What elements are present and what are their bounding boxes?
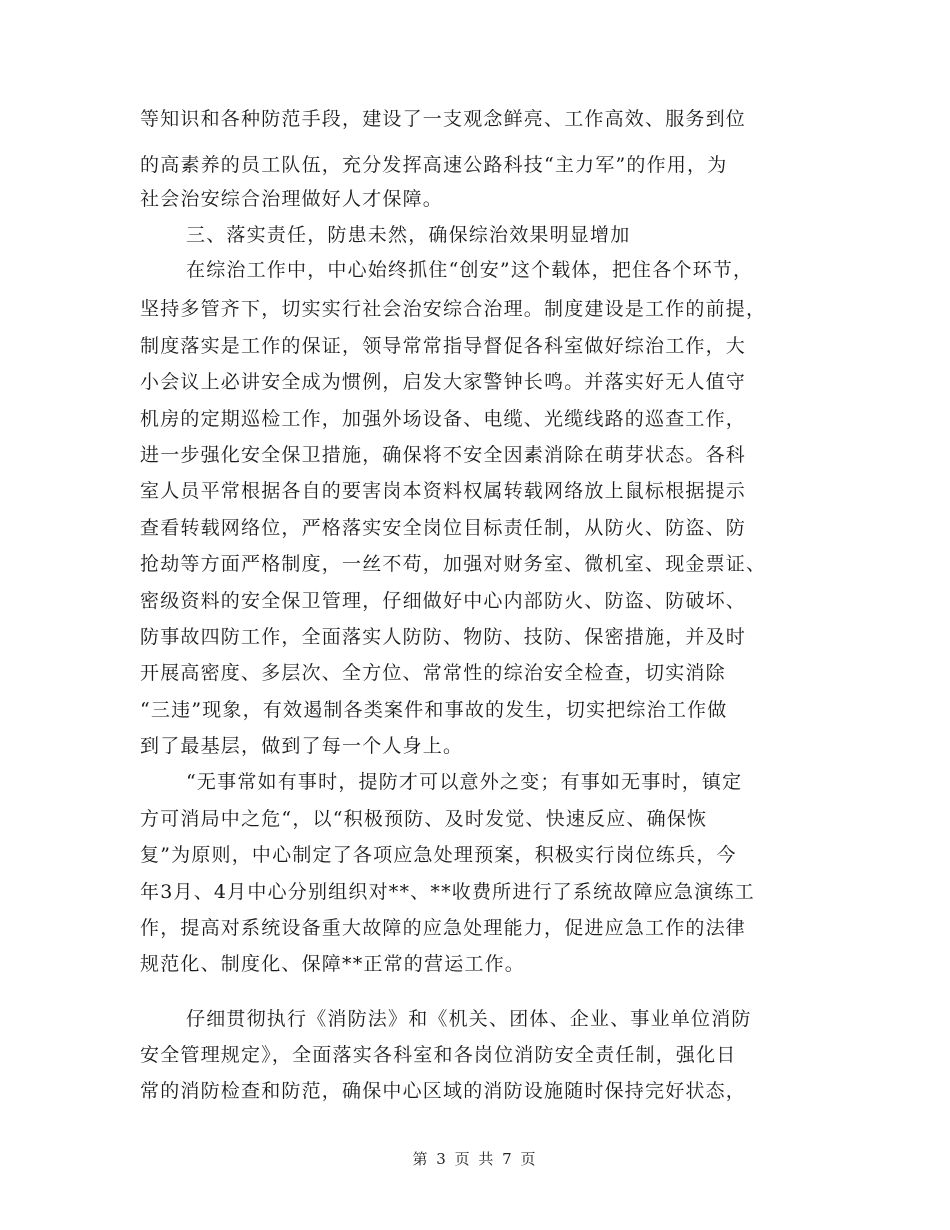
text-line: “无事常如有事时，提防才可以意外之变；有事如无事时，镇定 (186, 771, 743, 793)
section-heading: 三、落实责任，防患未然，确保综治效果明显增加 (186, 224, 631, 246)
text-line: 开展高密度、多层次、全方位、常常性的综治安全检查，切实消除 (140, 662, 726, 684)
text-line: 等知识和各种防范手段，建设了一支观念鲜亮、工作高效、服务到位 (140, 108, 747, 130)
text-line: “三违”现象，有效遏制各类案件和事故的发生，切实把综治工作做 (140, 699, 728, 721)
text-line: 室人员平常根据各自的要害岗本资料权属转载网络放上鼠标根据提示 (140, 480, 747, 502)
text-line: 小会议上必讲安全成为惯例，启发大家警钟长鸣。并落实好无人值守 (140, 371, 747, 393)
text-line: 坚持多管齐下，切实实行社会治安综合治理。制度建设是工作的前提， (140, 298, 767, 320)
text-line: 在综治工作中，中心始终抓住“创安”这个载体，把住各个环节， (186, 259, 754, 281)
text-line: 到了最基层，做到了每一个人身上。 (140, 735, 464, 757)
page-footer: 第 3 页 共 7 页 (412, 1150, 538, 1168)
text-line: 制度落实是工作的保证，领导常常指导督促各科室做好综治工作，大 (140, 335, 747, 357)
text-line: 机房的定期巡检工作，加强外场设备、电缆、光缆线路的巡查工作， (140, 408, 747, 430)
text-line: 密级资料的安全保卫管理，仔细做好中心内部防火、防盗、防破坏、 (140, 590, 747, 612)
text-line: 查看转载网络位，严格落实安全岗位目标责任制，从防火、防盗、防 (140, 517, 747, 539)
text-line: 年3月、4月中心分别组织对**、**收费所进行了系统故障应急演练工 (140, 881, 755, 903)
text-line: 进一步强化安全保卫措施，确保将不安全因素消除在萌芽状态。各科 (140, 444, 747, 466)
text-line: 常的消防检查和防范，确保中心区域的消防设施随时保持完好状态， (140, 1080, 747, 1102)
text-line: 防事故四防工作，全面落实人防防、物防、技防、保密措施，并及时 (140, 626, 747, 648)
text-line: 的高素养的员工队伍，充分发挥高速公路科技“主力军”的作用，为 (140, 154, 728, 176)
text-line: 仔细贯彻执行《消防法》和《机关、团体、企业、事业单位消防 (186, 1008, 752, 1030)
text-line: 社会治安综合治理做好人才保障。 (140, 188, 444, 210)
text-line: 作，提高对系统设备重大故障的应急处理能力，促进应急工作的法律 (140, 917, 747, 939)
text-line: 复”为原则，中心制定了各项应急处理预案，积极实行岗位练兵，今 (140, 844, 737, 866)
text-line: 方可消局中之危“，以“积极预防、及时发觉、快速反应、确保恢 (140, 808, 708, 830)
text-line: 规范化、制度化、保障**正常的营运工作。 (140, 953, 526, 975)
text-line: 抢劫等方面严格制度，一丝不苟，加强对财务室、微机室、现金票证、 (140, 553, 767, 575)
text-line: 安全管理规定》，全面落实各科室和各岗位消防安全责任制，强化日 (140, 1044, 737, 1066)
